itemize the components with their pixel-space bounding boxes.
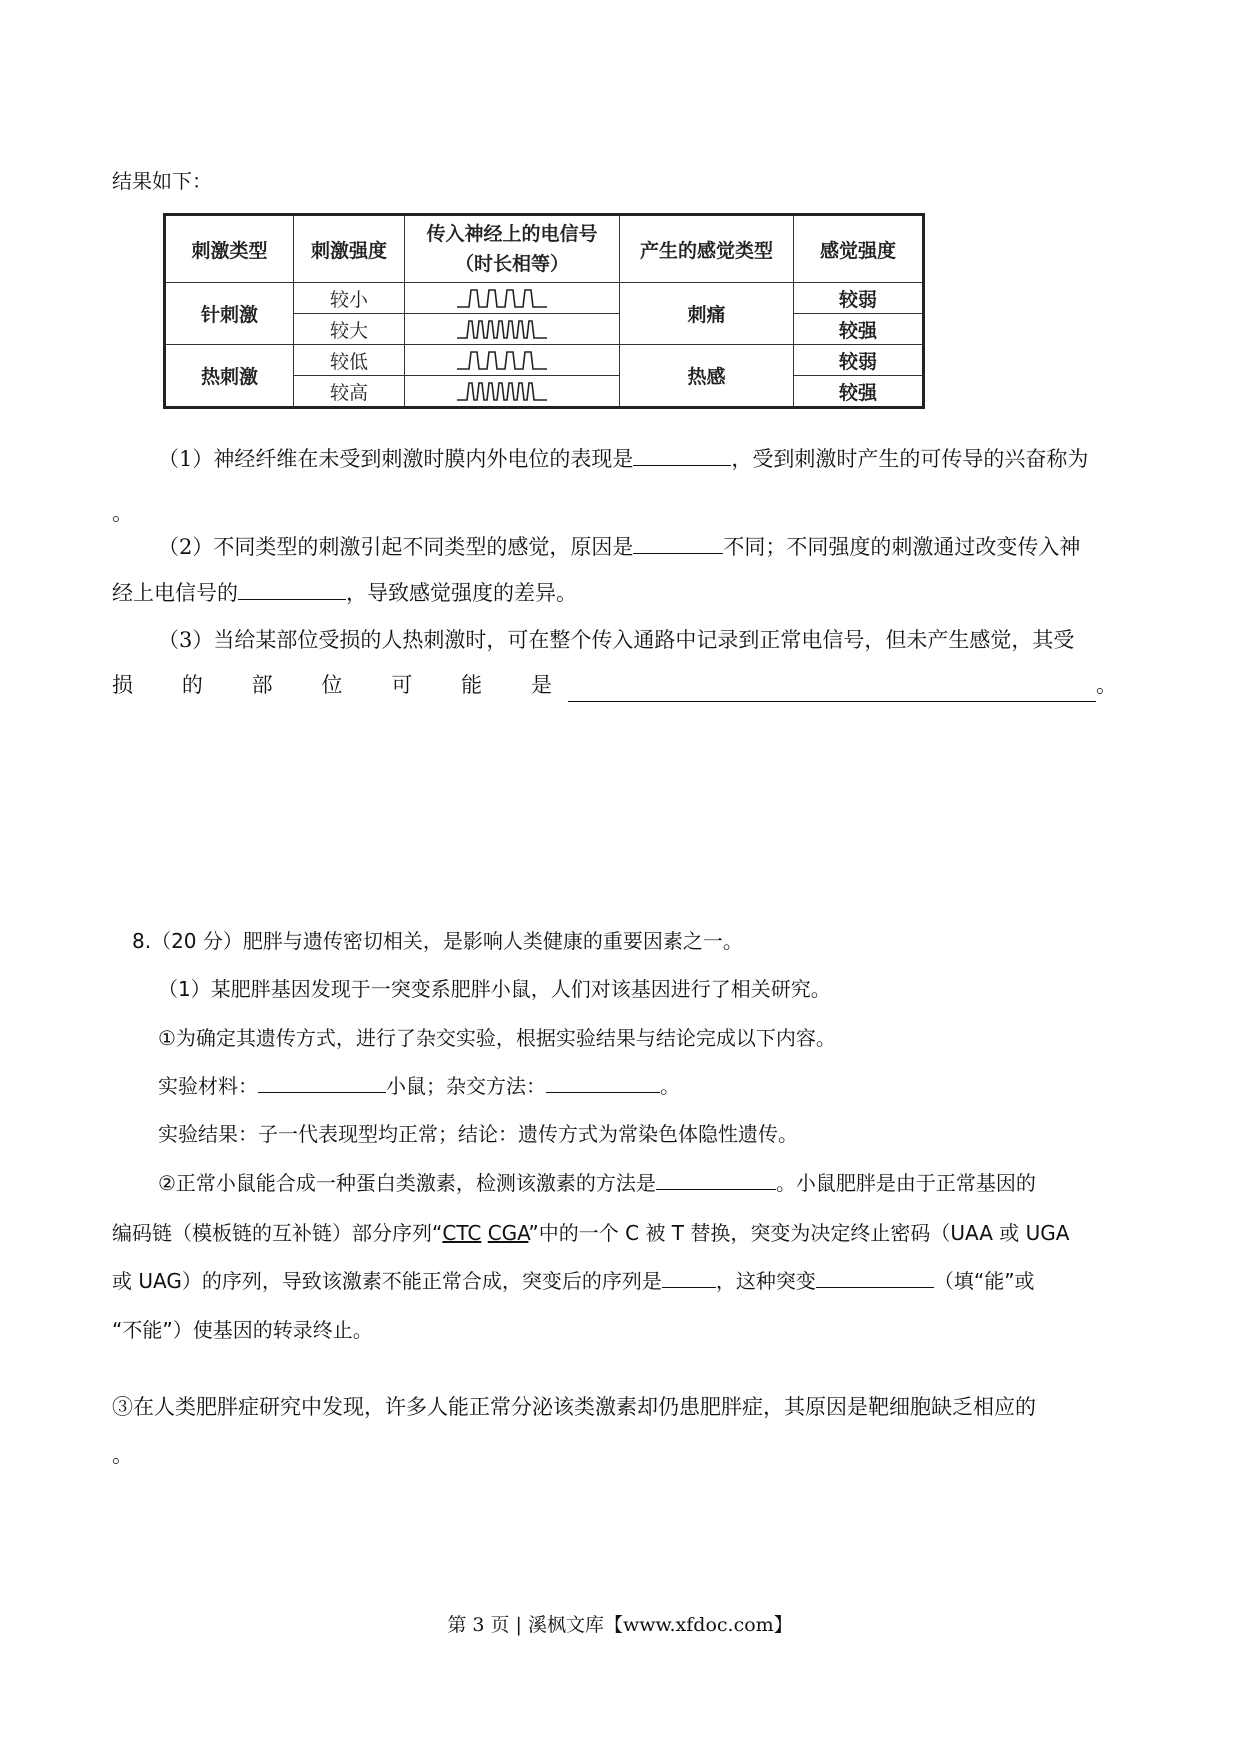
cell-strength: 较强 — [794, 376, 924, 408]
page-footer: 第 3 页 | 溪枫文库【www.xfdoc.com】 — [447, 1614, 793, 1636]
signal-dense-waveform — [405, 314, 620, 345]
answer-blank[interactable] — [633, 531, 723, 554]
cell-strength: 较弱 — [794, 283, 924, 314]
q7-p2-text-d: ，导致感觉强度的差异。 — [346, 581, 577, 605]
answer-blank[interactable] — [238, 577, 346, 600]
q8-s4-text-b: ，这种突变 — [715, 1269, 816, 1293]
answer-blank[interactable] — [258, 1070, 386, 1093]
answer-blank[interactable] — [656, 1167, 776, 1190]
char: 部 — [251, 673, 273, 697]
q8-sub3-end: 。 — [112, 1443, 133, 1467]
signal-dense-waveform — [405, 376, 620, 408]
cell-sensation-heat: 热感 — [620, 345, 794, 408]
char: 的 — [181, 673, 203, 697]
q8-s3-text-a: 编码链（模板链的互补链）部分序列“ — [112, 1221, 443, 1245]
header-signal-line1: 传入神经上的电信号 — [426, 223, 598, 245]
cell-type-needle: 针刺激 — [165, 283, 294, 345]
materials-end: 。 — [660, 1074, 680, 1098]
q7-p3-spread-text — [112, 668, 552, 702]
answer-blank[interactable] — [546, 1070, 660, 1093]
q8-sub2-cont — [112, 1216, 1122, 1250]
q7-p3-end: 。 — [1096, 673, 1117, 697]
header-sensation-strength: 感觉强度 — [794, 215, 924, 283]
q7-p2-text-c: 经上电信号的 — [112, 581, 238, 605]
intro-text: 结果如下： — [112, 169, 212, 193]
answer-blank[interactable] — [816, 1265, 934, 1288]
q7-p1-text-b: ，受到刺激时产生的可传导的兴奋称为 — [731, 447, 1089, 471]
q8-sub2-cont2 — [112, 1264, 1122, 1298]
q8-s4-text-c: （填“能”或 — [933, 1269, 1035, 1293]
q8-sub2-cont3: “不能”）使基因的转录终止。 — [112, 1318, 373, 1342]
q8-s2-text-a: ②正常小鼠能合成一种蛋白类激素，检测该激素的方法是 — [158, 1171, 656, 1195]
cell-sensation-prick: 刺痛 — [620, 283, 794, 345]
cell-intensity: 较小 — [294, 283, 405, 314]
q7-p2-text-a: （2）不同类型的刺激引起不同类型的感觉，原因是 — [158, 535, 634, 559]
materials-text: 小鼠；杂交方法： — [386, 1074, 546, 1098]
cell-intensity: 较大 — [294, 314, 405, 345]
answer-blank[interactable] — [662, 1265, 716, 1288]
cell-strength: 较强 — [794, 314, 924, 345]
materials-label: 实验材料： — [158, 1074, 258, 1098]
q7-p1-text-a: （1）神经纤维在未受到刺激时膜内外电位的表现是 — [158, 447, 634, 471]
header-signal — [405, 215, 620, 283]
q8-materials — [158, 1069, 1168, 1103]
q8-sub2 — [158, 1166, 1168, 1200]
q8-s4-text-a: 或 UAG）的序列，导致该激素不能正常合成，突变后的序列是 — [112, 1269, 662, 1293]
answer-blank[interactable] — [633, 443, 731, 466]
header-stim-intensity: 刺激强度 — [294, 215, 405, 283]
results-table — [163, 213, 925, 409]
answer-blank[interactable] — [568, 679, 1096, 702]
char: 位 — [321, 673, 343, 697]
char: 能 — [461, 673, 483, 697]
char: 损 — [112, 673, 133, 697]
q8-s3-text-b: ”中的一个 C 被 T 替换，突变为决定终止密码（UAA 或 UGA — [528, 1221, 1070, 1245]
cell-intensity: 较高 — [294, 376, 405, 408]
q7-part3: （3）当给某部位受损的人热刺激时，可在整个传入通路中记录到正常电信号，但未产生感觉，其受 — [158, 628, 1075, 652]
header-sensation-type: 产生的感觉类型 — [620, 215, 794, 283]
cell-strength: 较弱 — [794, 345, 924, 376]
q7-part2-cont — [112, 576, 1122, 610]
q8-s2-text-b: 。小鼠肥胖是由于正常基因的 — [775, 1171, 1036, 1195]
header-stim-type: 刺激类型 — [165, 215, 294, 283]
sequence-part2: CGA — [487, 1221, 529, 1245]
q7-p2-text-b: 不同；不同强度的刺激通过改变传入神 — [723, 535, 1081, 559]
q7-part3-cont — [112, 668, 1122, 702]
q8-result: 实验结果：子一代表现型均正常；结论：遗传方式为常染色体隐性遗传。 — [158, 1122, 798, 1146]
cell-type-heat: 热刺激 — [165, 345, 294, 408]
q7-part1 — [158, 442, 1168, 476]
q8-sub1: （1）某肥胖基因发现于一突变系肥胖小鼠，人们对该基因进行了相关研究。 — [158, 977, 831, 1001]
q8-sub1a: ①为确定其遗传方式，进行了杂交实验，根据实验结果与结论完成以下内容。 — [158, 1026, 836, 1050]
sequence-part1: CTC — [442, 1221, 482, 1245]
q8-sub3: ③在人类肥胖症研究中发现，许多人能正常分泌该类激素却仍患肥胖症，其原因是靶细胞缺乏相应的 — [112, 1395, 1036, 1419]
q8-title: 8.（20 分）肥胖与遗传密切相关，是影响人类健康的重要因素之一。 — [132, 929, 743, 953]
q7-part1-end: 。 — [112, 501, 133, 525]
char: 可 — [391, 673, 413, 697]
signal-sparse-waveform — [405, 345, 620, 376]
signal-sparse-waveform — [405, 283, 620, 314]
q7-part2 — [158, 530, 1168, 564]
cell-intensity: 较低 — [294, 345, 405, 376]
header-signal-line2: （时长相等） — [454, 253, 569, 275]
char: 是 — [530, 673, 552, 697]
